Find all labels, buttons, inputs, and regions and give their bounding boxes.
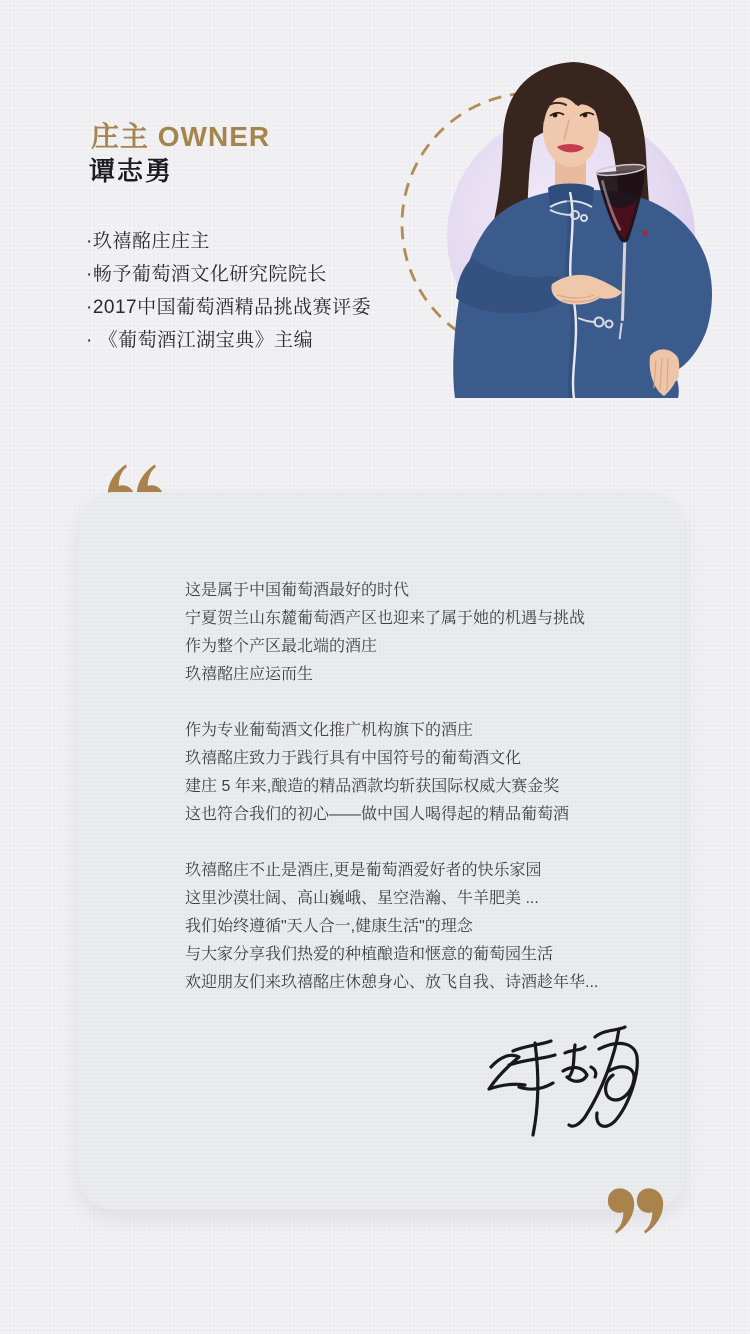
owner-portrait-illustration	[400, 60, 735, 400]
quote-line: 这是属于中国葡萄酒最好的时代	[185, 582, 410, 599]
quote-line: 作为专业葡萄酒文化推广机构旗下的酒庄	[185, 722, 474, 739]
owner-portrait	[400, 60, 735, 400]
quote-text-block	[185, 577, 625, 1025]
quote-line: 这里沙漠壮阔、高山巍峨、星空浩瀚、牛羊肥美 ...	[185, 890, 539, 907]
quote-line: 我们始终遵循"天人合一,健康生活"的理念	[185, 918, 473, 935]
quote-line: 作为整个产区最北端的酒庄	[185, 638, 378, 655]
quote-line: 这也符合我们的初心——做中国人喝得起的精品葡萄酒	[185, 806, 570, 823]
paragraph	[185, 717, 625, 829]
quote-line: 建庄 5 年来,酿造的精品酒款均斩获国际权威大赛金奖	[185, 778, 560, 795]
credential-item: ·畅予葡萄酒文化研究院院长	[86, 264, 327, 285]
credential-item: ·2017中国葡萄酒精品挑战赛评委	[86, 297, 372, 318]
owner-signature	[483, 1023, 643, 1141]
close-quote-icon	[607, 1185, 665, 1237]
quote-line: 欢迎朋友们来玖禧酩庄休憩身心、放飞自我、诗酒趁年华...	[185, 974, 599, 991]
paragraph	[185, 857, 625, 997]
owner-photo-person	[453, 62, 712, 398]
quote-line: 玖禧酩庄致力于践行具有中国符号的葡萄酒文化	[185, 750, 522, 767]
quote-line: 宁夏贺兰山东麓葡萄酒产区也迎来了属于她的机遇与挑战	[185, 610, 586, 627]
paragraph	[185, 577, 625, 689]
credentials-list	[86, 225, 371, 357]
credential-item: ·玖禧酩庄庄主	[86, 231, 210, 252]
quote-line: 玖禧酩庄应运而生	[185, 666, 314, 683]
quote-line: 与大家分享我们热爱的种植酿造和惬意的葡萄园生活	[185, 946, 554, 963]
credential-item: · 《葡萄酒江湖宝典》主编	[86, 330, 314, 351]
page-title: 庄主 OWNER	[91, 121, 271, 152]
owner-name: 谭志勇	[89, 156, 174, 186]
quote-line: 玖禧酩庄不止是酒庄,更是葡萄酒爱好者的快乐家园	[185, 862, 542, 879]
